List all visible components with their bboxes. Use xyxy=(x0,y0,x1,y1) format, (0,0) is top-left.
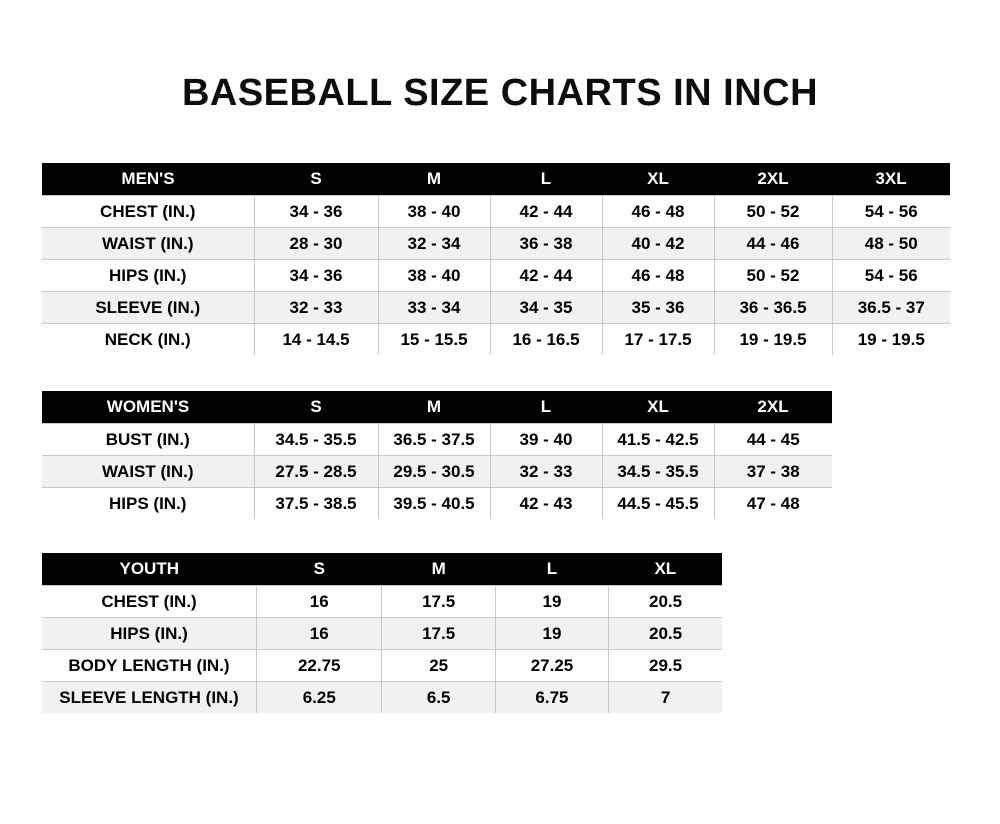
table-cell: 6.5 xyxy=(382,682,495,714)
table-cell: 42 - 44 xyxy=(490,260,602,292)
row-header: CHEST (IN.) xyxy=(42,196,254,228)
column-header: WOMEN'S xyxy=(42,391,254,424)
table-cell: 19 - 19.5 xyxy=(832,324,950,356)
table-row xyxy=(42,292,950,324)
row-header: HIPS (IN.) xyxy=(42,260,254,292)
table-header-row xyxy=(42,163,950,196)
table-cell: 54 - 56 xyxy=(832,196,950,228)
column-header: 2XL xyxy=(714,391,832,424)
column-header: YOUTH xyxy=(42,553,257,586)
table-cell: 29.5 - 30.5 xyxy=(378,456,490,488)
table-cell: 27.25 xyxy=(495,650,608,682)
table-cell: 44 - 46 xyxy=(714,228,832,260)
row-header: BUST (IN.) xyxy=(42,424,254,456)
table-cell: 17.5 xyxy=(382,618,495,650)
table-cell: 35 - 36 xyxy=(602,292,714,324)
youth-table-body xyxy=(42,586,722,714)
row-header: NECK (IN.) xyxy=(42,324,254,356)
table-row xyxy=(42,260,950,292)
table-cell: 20.5 xyxy=(609,618,722,650)
table-cell: 39 - 40 xyxy=(490,424,602,456)
table-cell: 39.5 - 40.5 xyxy=(378,488,490,520)
table-cell: 17 - 17.5 xyxy=(602,324,714,356)
table-cell: 6.75 xyxy=(495,682,608,714)
table-cell: 40 - 42 xyxy=(602,228,714,260)
table-cell: 54 - 56 xyxy=(832,260,950,292)
table-cell: 34.5 - 35.5 xyxy=(602,456,714,488)
column-header: S xyxy=(257,553,382,586)
womens-size-table xyxy=(42,391,832,519)
table-cell: 14 - 14.5 xyxy=(254,324,378,356)
youth-table-header xyxy=(42,553,722,586)
table-cell: 34 - 36 xyxy=(254,260,378,292)
table-cell: 44.5 - 45.5 xyxy=(602,488,714,520)
table-cell: 42 - 44 xyxy=(490,196,602,228)
table-cell: 20.5 xyxy=(609,586,722,618)
table-cell: 46 - 48 xyxy=(602,260,714,292)
table-cell: 41.5 - 42.5 xyxy=(602,424,714,456)
table-cell: 32 - 33 xyxy=(254,292,378,324)
page-title: BASEBALL SIZE CHARTS IN INCH xyxy=(181,72,819,114)
table-cell: 42 - 43 xyxy=(490,488,602,520)
table-cell: 47 - 48 xyxy=(714,488,832,520)
row-header: SLEEVE LENGTH (IN.) xyxy=(42,682,257,714)
column-header: S xyxy=(254,163,378,196)
table-cell: 16 xyxy=(257,618,382,650)
table-cell: 25 xyxy=(382,650,495,682)
row-header: CHEST (IN.) xyxy=(42,586,257,618)
table-cell: 19 - 19.5 xyxy=(714,324,832,356)
mens-table-body xyxy=(42,196,950,356)
table-cell: 6.25 xyxy=(257,682,382,714)
table-cell: 37 - 38 xyxy=(714,456,832,488)
table-row xyxy=(42,650,722,682)
table-header-row xyxy=(42,553,722,586)
table-cell: 32 - 34 xyxy=(378,228,490,260)
table-cell: 22.75 xyxy=(257,650,382,682)
table-row xyxy=(42,488,832,520)
column-header: M xyxy=(378,391,490,424)
column-header: XL xyxy=(602,391,714,424)
column-header: L xyxy=(495,553,608,586)
table-cell: 36 - 36.5 xyxy=(714,292,832,324)
column-header: L xyxy=(490,163,602,196)
mens-table-header xyxy=(42,163,950,196)
row-header: HIPS (IN.) xyxy=(42,488,254,520)
table-cell: 16 xyxy=(257,586,382,618)
column-header: 2XL xyxy=(714,163,832,196)
table-spacer xyxy=(42,355,958,391)
table-cell: 7 xyxy=(609,682,722,714)
table-cell: 33 - 34 xyxy=(378,292,490,324)
table-row xyxy=(42,456,832,488)
table-row xyxy=(42,586,722,618)
table-cell: 19 xyxy=(495,586,608,618)
table-cell: 32 - 33 xyxy=(490,456,602,488)
table-row xyxy=(42,424,832,456)
row-header: HIPS (IN.) xyxy=(42,618,257,650)
table-cell: 37.5 - 38.5 xyxy=(254,488,378,520)
column-header: M xyxy=(382,553,495,586)
table-cell: 34 - 36 xyxy=(254,196,378,228)
table-cell: 36.5 - 37.5 xyxy=(378,424,490,456)
column-header: M xyxy=(378,163,490,196)
table-cell: 50 - 52 xyxy=(714,196,832,228)
table-row xyxy=(42,196,950,228)
size-chart-page xyxy=(0,72,1000,824)
table-row xyxy=(42,324,950,356)
table-cell: 38 - 40 xyxy=(378,196,490,228)
table-cell: 29.5 xyxy=(609,650,722,682)
table-cell: 50 - 52 xyxy=(714,260,832,292)
tables-container xyxy=(0,163,1000,713)
column-header: XL xyxy=(609,553,722,586)
table-spacer xyxy=(42,519,958,553)
table-cell: 36.5 - 37 xyxy=(832,292,950,324)
table-cell: 34.5 - 35.5 xyxy=(254,424,378,456)
table-cell: 16 - 16.5 xyxy=(490,324,602,356)
mens-size-table xyxy=(42,163,950,355)
table-row xyxy=(42,228,950,260)
table-cell: 44 - 45 xyxy=(714,424,832,456)
table-cell: 36 - 38 xyxy=(490,228,602,260)
table-cell: 34 - 35 xyxy=(490,292,602,324)
table-row xyxy=(42,682,722,714)
row-header: WAIST (IN.) xyxy=(42,456,254,488)
youth-size-table xyxy=(42,553,722,713)
column-header: S xyxy=(254,391,378,424)
table-row xyxy=(42,618,722,650)
column-header: 3XL xyxy=(832,163,950,196)
table-cell: 17.5 xyxy=(382,586,495,618)
table-cell: 48 - 50 xyxy=(832,228,950,260)
column-header: L xyxy=(490,391,602,424)
table-cell: 28 - 30 xyxy=(254,228,378,260)
table-cell: 27.5 - 28.5 xyxy=(254,456,378,488)
womens-table-body xyxy=(42,424,832,520)
womens-table-header xyxy=(42,391,832,424)
row-header: WAIST (IN.) xyxy=(42,228,254,260)
table-cell: 15 - 15.5 xyxy=(378,324,490,356)
column-header: XL xyxy=(602,163,714,196)
table-cell: 19 xyxy=(495,618,608,650)
table-cell: 46 - 48 xyxy=(602,196,714,228)
row-header: BODY LENGTH (IN.) xyxy=(42,650,257,682)
table-cell: 38 - 40 xyxy=(378,260,490,292)
table-header-row xyxy=(42,391,832,424)
row-header: SLEEVE (IN.) xyxy=(42,292,254,324)
column-header: MEN'S xyxy=(42,163,254,196)
